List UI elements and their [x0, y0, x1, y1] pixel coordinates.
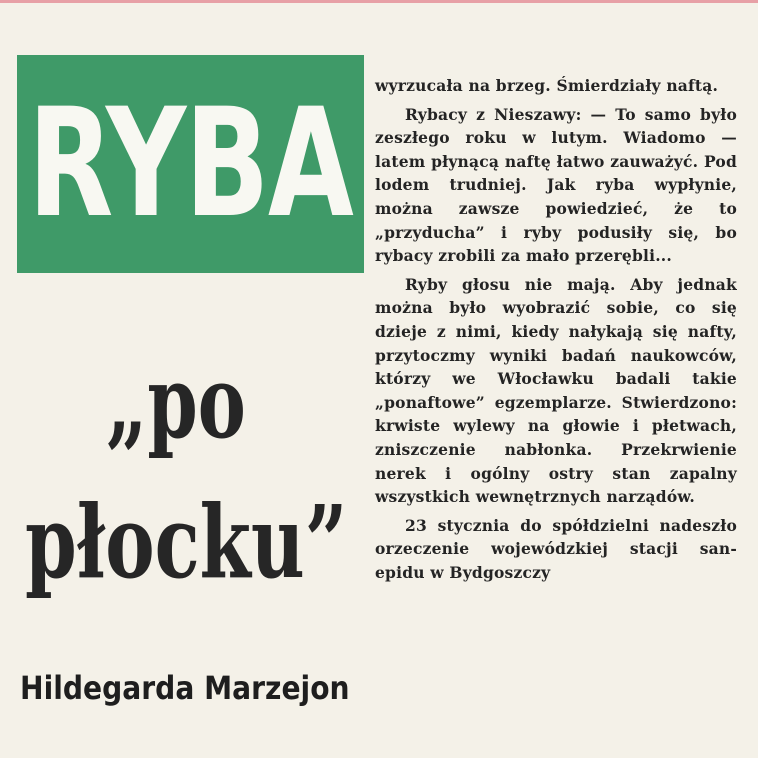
article-paragraph: Rybacy z Nieszawy: — To samo było zeszłego roku w lutym. Wiadomo — latem płynącą naftę łatwo zauważyć. Pod lodem trudniej. Jak ryba wypłynie, można zawsze powiedzieć, że to „przyducha” i ryby podusiły się, bo rybacy zrobili za mało przerębli... — [375, 104, 737, 266]
top-rule — [0, 0, 758, 3]
article-paragraph: Ryby głosu nie mają. Aby jednak można było wyobrazić sobie, co się dzieje z nimi, kiedy nałykają się nafty, przytoczmy wyniki badań naukowców, którzy we Włocławku badali takie „ponaftowe” egzemplarze. Stwierdzono: krwiste wylewy na głowie i płetwach, zniszczenie nabłonka. Przekrwienie nerek i ogólny ostry stan zapalny wszystkich wewnętrznych narządów. — [375, 274, 737, 507]
article-paragraph: wyrzucała na brzeg. Śmierdziały naftą. — [375, 76, 719, 95]
subtitle-line-2: płocku” — [25, 483, 348, 601]
author-byline: Hildegarda Marzejon — [20, 669, 350, 707]
subtitle-line-1: „po — [106, 343, 246, 461]
headline: RYBA — [28, 77, 353, 251]
article-column — [375, 74, 737, 589]
article-paragraph: 23 stycznia do spółdzielni nadeszło orzeczenie wojewódzkiej stacji san-epidu w Bydgoszczy — [375, 515, 737, 582]
headline-box — [17, 55, 364, 273]
